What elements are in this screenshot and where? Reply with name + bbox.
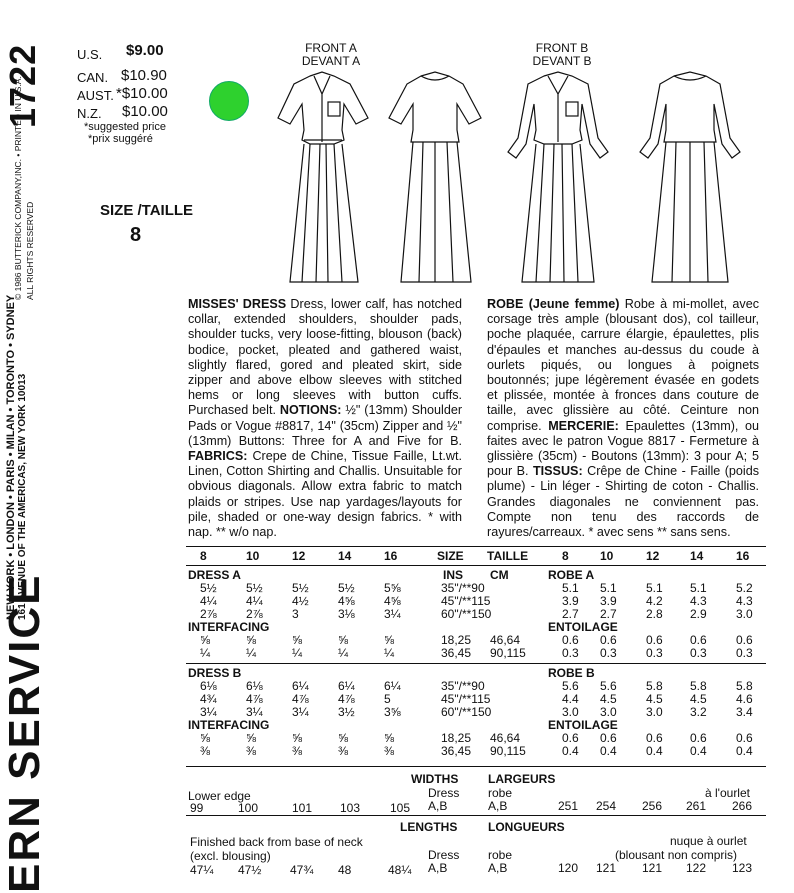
metric-value: 0.4 (600, 744, 617, 758)
yardage-value: ⅝ (200, 633, 211, 647)
metric-value: 5.6 (600, 679, 617, 693)
metric-value: 5.1 (690, 581, 707, 595)
finished-back-label: Finished back from base of neck (190, 835, 363, 849)
front-a-label: FRONT A DEVANT A (301, 41, 361, 68)
width-value: 100 (238, 801, 259, 815)
block-label-fr: ENTOILAGE (548, 718, 618, 732)
dress-a-front-illustration (270, 68, 375, 293)
header-rule (186, 565, 766, 566)
size-header-fr: 12 (646, 549, 660, 563)
yardage-value: ¼ (200, 646, 211, 660)
length-metric: 121 (596, 861, 617, 875)
metric-value: 0.6 (562, 731, 579, 745)
front-b-label: FRONT B DEVANT B (532, 41, 592, 68)
french-body: Robe à mi-mollet, avec corsage très ample (blousant dos), col tailleur, poche plaquée, carrure élargie, épaulettes, plis d'épaules et manches au-dessus du coude à ourlets piqués, ou longues à poignets boutonnés; jupe légèrement évasée en godets et plissée, montée à fronces dans couture de taille, avec glissière au côté. Ceinture non comprise. (487, 297, 759, 433)
metric-value: 5.2 (736, 581, 753, 595)
english-fabrics-label: FABRICS: (188, 449, 248, 464)
yardage-value: ⅝ (200, 731, 211, 745)
size-header-fr: 10 (600, 549, 614, 563)
metric-value: 0.4 (690, 744, 707, 758)
lengths-title: LENGTHS (400, 820, 458, 834)
metric-value: 4.2 (646, 594, 663, 608)
taille-label: TAILLE (487, 549, 529, 563)
metric-value: 4.5 (600, 692, 617, 706)
metric-value: 0.6 (600, 633, 617, 647)
metric-value: 2.7 (562, 607, 579, 621)
metric-value: 0.4 (562, 744, 579, 758)
french-notions-label: MERCERIE: (548, 418, 619, 433)
longueurs-title: LONGUEURS (488, 820, 565, 834)
size-header-fr: 8 (562, 549, 569, 563)
width-value: 105 (390, 801, 411, 815)
ins-label: INS (443, 568, 464, 582)
size-header-en: 8 (200, 549, 207, 563)
metric-value: 4.5 (690, 692, 707, 706)
lengths-robe-views: A,B (488, 861, 508, 875)
price-note-fr: *prix suggéré (88, 133, 153, 145)
widths-dress-label: Dress (428, 786, 460, 800)
yardage-value: ¼ (338, 646, 349, 660)
width-ins: 45"/**115 (441, 594, 491, 608)
width-ins: 18,25 (441, 731, 472, 745)
yardage-value: ¼ (292, 646, 303, 660)
yardage-value: 3⅝ (384, 705, 401, 719)
yardage-value: 6⅛ (246, 679, 263, 693)
block-label-fr: ROBE A (548, 568, 595, 582)
dress-b-front-illustration (498, 68, 618, 293)
yardage-value: ⅝ (384, 731, 395, 745)
width-value: 101 (292, 801, 313, 815)
width-metric: 256 (642, 799, 663, 813)
metric-value: 0.6 (646, 731, 663, 745)
dress-b-rule (186, 663, 766, 664)
metric-value: 3.9 (600, 594, 617, 608)
metric-value: 0.6 (690, 633, 707, 647)
lengths-fr-note: nuque à ourlet (670, 834, 747, 848)
width-metric: 254 (596, 799, 617, 813)
price-label-nz: N.Z. (77, 106, 102, 121)
size-header-fr: 16 (736, 549, 750, 563)
size-label: SIZE /TAILLE (100, 202, 194, 219)
size-header-en: 12 (292, 549, 306, 563)
english-fabrics: Crepe de Chine, Tissue Faille, Lt.wt. Linen, Cotton Shirting and Challis. Unsuitable for obvious diagonals. Allow extra fabric to match plaids or stripes. Use nap yardages/layouts for pile, shaded or one-way design fabrics. * with nap. ** w/o nap. (188, 449, 462, 540)
yardage-value: 4⅞ (338, 692, 355, 706)
metric-value: 3.0 (646, 705, 663, 719)
width-metric: 251 (558, 799, 579, 813)
rights-line: ALL RIGHTS RESERVED (25, 201, 35, 300)
yardage-value: 4¾ (200, 692, 217, 706)
width-value: 99 (190, 801, 204, 815)
metric-value: 2.7 (600, 607, 617, 621)
metric-value: 2.8 (646, 607, 663, 621)
dress-a-back-illustration (385, 68, 485, 293)
metric-value: 0.6 (562, 633, 579, 647)
french-notions: Epaulettes (13mm), ou faites avec le patron Vogue 8817 - Fermeture à glissière (35cm) - Boutons (13mm): 3 pour A; 5 pour B. (487, 418, 760, 479)
width-ins: 18,25 (441, 633, 472, 647)
french-fabrics-label: TISSUS: (532, 464, 583, 479)
yardage-value: 3⅛ (338, 607, 355, 621)
width-ins: 36,45 (441, 646, 472, 660)
largeurs-title: LARGEURS (488, 772, 556, 786)
metric-value: 3.0 (562, 705, 579, 719)
yardage-value: ⅜ (384, 744, 395, 758)
metric-value: 3.0 (600, 705, 617, 719)
price-value-aust: *$10.00 (116, 85, 168, 102)
yardage-value: 5½ (292, 581, 309, 595)
metric-value: 0.6 (736, 731, 753, 745)
english-notions-label: NOTIONS: (279, 403, 342, 418)
metric-value: 2.9 (690, 607, 707, 621)
yardage-value: 2⅞ (200, 607, 217, 621)
yardage-value: 5 (384, 692, 391, 706)
yardage-value: 6¼ (338, 679, 355, 693)
yardage-value: ⅝ (384, 633, 395, 647)
width-ins: 60"/**150 (441, 607, 492, 621)
metric-value: 0.4 (736, 744, 753, 758)
table-top-rule (186, 546, 766, 547)
yardage-value: ¼ (384, 646, 395, 660)
yardage-value: 3 (292, 607, 299, 621)
metric-value: 0.6 (600, 731, 617, 745)
yardage-value: 5½ (246, 581, 263, 595)
french-title: ROBE (Jeune femme) (487, 297, 620, 311)
lengths-dress-views: A,B (428, 861, 448, 875)
block-label-fr: ENTOILAGE (548, 620, 618, 634)
english-notions: ½" (13mm) Shoulder Pads or Vogue #8817, 14" (35cm) Zipper and ½" (13mm) Buttons: Three for A and Five for B. (188, 403, 463, 448)
yardage-value: ¼ (246, 646, 257, 660)
metric-value: 5.1 (562, 581, 579, 595)
size-header-fr: 14 (690, 549, 704, 563)
english-description (188, 297, 462, 540)
lower-edge-label: Lower edge (188, 789, 251, 803)
metric-value: 0.3 (736, 646, 753, 660)
yardage-value: ⅜ (338, 744, 349, 758)
width-ins: 35"/**90 (441, 581, 485, 595)
yardage-value: ⅝ (292, 633, 303, 647)
french-fabrics: Crêpe de Chine - Faille (poids plume) - Lin léger - Shirting de coton - Challis. Grandes diagonales ne conviennent pas. Compte non tenu des raccords de rayures/carreaux. * avec sens ** sans sens. (487, 464, 760, 540)
length-metric: 123 (732, 861, 753, 875)
lengths-fr-note2: (blousant non compris) (615, 848, 738, 862)
pattern-number: 1722 (2, 43, 43, 128)
english-title: MISSES' DRESS (188, 297, 287, 311)
size-label: SIZE (437, 549, 464, 563)
metric-value: 0.6 (736, 633, 753, 647)
metric-value: 0.3 (600, 646, 617, 660)
yardage-value: 2⅞ (246, 607, 263, 621)
metric-value: 0.6 (646, 633, 663, 647)
yardage-value: ⅝ (292, 731, 303, 745)
length-value: 47¼ (190, 863, 214, 877)
yardage-value: 6¼ (292, 679, 309, 693)
length-metric: 120 (558, 861, 579, 875)
block-label: DRESS B (188, 666, 242, 680)
metric-value: 0.6 (690, 731, 707, 745)
length-value: 48 (338, 863, 352, 877)
yardage-value: ⅝ (338, 633, 349, 647)
yardage-value: ⅝ (338, 731, 349, 745)
price-label-can: CAN. (77, 70, 109, 85)
size-value: 8 (130, 224, 142, 246)
width-ins: 60"/**150 (441, 705, 492, 719)
widths-fr-note: à l'ourlet (705, 786, 750, 800)
pattern-service-title: ERN SERVICE (0, 573, 49, 893)
price-label-us: U.S. (77, 47, 103, 62)
yardage-value: ⅝ (246, 633, 257, 647)
metric-value: 5.8 (690, 679, 707, 693)
price-label-aust: AUST. (77, 88, 114, 103)
metric-value: 3.2 (690, 705, 707, 719)
yardage-value: ⅜ (292, 744, 303, 758)
cities-line: NEW YORK • LONDON • PARIS • MILAN • TORONTO • SYDNEY (5, 294, 17, 620)
width-ins: 36,45 (441, 744, 472, 758)
metric-value: 0.3 (562, 646, 579, 660)
metric-value: 5.8 (736, 679, 753, 693)
widths-title: WIDTHS (411, 772, 459, 786)
yardage-value: 5½ (338, 581, 355, 595)
widths-robe-views: A,B (488, 799, 508, 813)
widths-robe-label: robe (488, 786, 513, 800)
address-line: 161 AVENUE OF THE AMERICAS, NEW YORK 10013 (17, 373, 28, 620)
width-ins: 45"/**115 (441, 692, 491, 706)
yardage-value: 3¼ (246, 705, 263, 719)
yardage-value: ⅝ (246, 731, 257, 745)
metric-value: 4.5 (646, 692, 663, 706)
widths-rule (186, 766, 766, 767)
metric-value: 5.8 (646, 679, 663, 693)
yardage-value: 3¼ (384, 607, 401, 621)
dress-b-back-illustration (630, 68, 750, 293)
width-cm: 46,64 (490, 633, 521, 647)
metric-value: 3.4 (736, 705, 753, 719)
lengths-rule (186, 815, 766, 816)
yardage-value: 3¼ (200, 705, 217, 719)
yardage-value: 6¼ (384, 679, 401, 693)
size-header-en: 10 (246, 549, 260, 563)
lengths-dress-label: Dress (428, 848, 460, 862)
yardage-value: 3½ (338, 705, 355, 719)
yardage-value: 3¼ (292, 705, 309, 719)
cm-label: CM (490, 568, 509, 582)
french-description (487, 297, 759, 540)
price-value-us: $9.00 (126, 42, 164, 59)
excl-blousing-label: (excl. blousing) (190, 849, 271, 863)
price-value-nz: $10.00 (122, 103, 168, 120)
yardage-value: ⅜ (246, 744, 257, 758)
size-header-en: 16 (384, 549, 398, 563)
block-label: INTERFACING (188, 620, 270, 634)
yardage-value: 4⅝ (338, 594, 355, 608)
yardage-value: 5½ (200, 581, 217, 595)
english-body: Dress, lower calf, has notched collar, extended shoulders, shoulder pads, shoulder tucks, very loose-fitting, blouson (back) bodice, pocket, pleated and gathered waist, slightly flared, gored and pleated skirt, side zipper and above elbow sleeves with stitched hems or long sleeves with button cuffs. Purchased belt. (188, 297, 462, 418)
length-metric: 121 (642, 861, 663, 875)
metric-value: 5.1 (646, 581, 663, 595)
price-value-can: $10.90 (121, 67, 167, 84)
length-value: 47¾ (290, 863, 314, 877)
block-label: INTERFACING (188, 718, 270, 732)
yardage-value: 4⅞ (246, 692, 263, 706)
block-label: DRESS A (188, 568, 241, 582)
metric-value: 4.4 (562, 692, 579, 706)
width-ins: 35"/**90 (441, 679, 485, 693)
yardage-value: 4½ (292, 594, 309, 608)
width-cm: 90,115 (490, 744, 526, 758)
yardage-value: 4⅞ (292, 692, 309, 706)
metric-value: 4.3 (736, 594, 753, 608)
metric-value: 0.3 (690, 646, 707, 660)
length-metric: 122 (686, 861, 707, 875)
lengths-robe-label: robe (488, 848, 513, 862)
green-dot (209, 81, 249, 121)
yardage-value: 5⅝ (384, 581, 401, 595)
metric-value: 4.6 (736, 692, 753, 706)
yardage-value: ⅜ (200, 744, 211, 758)
yardage-value: 4¼ (200, 594, 217, 608)
size-header-en: 14 (338, 549, 352, 563)
width-value: 103 (340, 801, 361, 815)
copyright-line: © 1986 BUTTERICK COMPANY,INC. • PRINTED IN U.S.A. (13, 76, 23, 300)
metric-value: 3.0 (736, 607, 753, 621)
widths-dress-views: A,B (428, 799, 448, 813)
metric-value: 5.6 (562, 679, 579, 693)
width-cm: 90,115 (490, 646, 526, 660)
length-value: 47½ (238, 863, 262, 877)
yardage-value: 4⅝ (384, 594, 401, 608)
metric-value: 0.4 (646, 744, 663, 758)
yardage-value: 4¼ (246, 594, 263, 608)
length-value: 48¼ (388, 863, 412, 877)
width-cm: 46,64 (490, 731, 521, 745)
metric-value: 0.3 (646, 646, 663, 660)
block-label-fr: ROBE B (548, 666, 595, 680)
price-note-en: *suggested price (84, 121, 166, 133)
yardage-value: 6⅛ (200, 679, 217, 693)
metric-value: 3.9 (562, 594, 579, 608)
width-metric: 266 (732, 799, 753, 813)
metric-value: 5.1 (600, 581, 617, 595)
metric-value: 4.3 (690, 594, 707, 608)
width-metric: 261 (686, 799, 707, 813)
